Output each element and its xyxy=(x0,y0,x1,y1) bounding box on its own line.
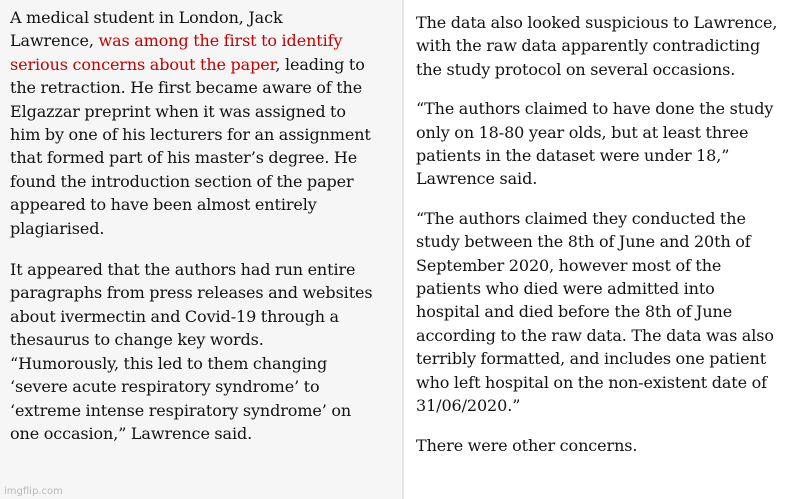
text-line: The data also looked suspicious to Lawrence, xyxy=(416,13,778,32)
text-line: about ivermectin and Covid-19 through a xyxy=(10,306,339,326)
text-line: thesaurus to change key words. xyxy=(10,330,264,350)
imgflip-watermark: imgflip.com xyxy=(4,486,63,497)
text-line: There were other concerns. xyxy=(416,435,638,455)
text-line: Elgazzar preprint when it was assigned to xyxy=(10,101,346,121)
paragraph-data-suspicious xyxy=(416,11,792,81)
article-link-continued[interactable]: serious concerns about the paper xyxy=(10,54,276,74)
text-line: A medical student in London, Jack xyxy=(10,8,283,27)
text-fragment: Lawrence, xyxy=(10,31,99,51)
right-article-column xyxy=(404,0,792,499)
text-line: 31/06/2020.” xyxy=(416,396,521,416)
text-line: It appeared that the authors had run entire xyxy=(10,260,356,280)
text-line: terribly formatted, and includes one patient xyxy=(416,349,767,369)
text-line: the retraction. He first became aware of the xyxy=(10,78,363,98)
text-line: September 2020, however most of the xyxy=(416,255,722,275)
text-line: who left hospital on the non-existent date of xyxy=(416,372,767,392)
text-line xyxy=(10,53,402,76)
text-line: “Humorously, this led to them changing xyxy=(10,353,328,373)
text-line: paragraphs from press releases and websites xyxy=(10,283,373,303)
paragraph-jack-lawrence-intro xyxy=(10,6,402,240)
text-line: only on 18-80 year olds, but at least three xyxy=(416,122,749,142)
text-line: patients who died were admitted into xyxy=(416,279,715,299)
text-line: one occasion,” Lawrence said. xyxy=(10,423,253,443)
text-line: him by one of his lecturers for an assignment xyxy=(10,125,371,145)
text-line: appeared to have been almost entirely xyxy=(10,195,317,215)
paragraph-dates-quote xyxy=(416,207,792,418)
article-link[interactable]: was among the first to identify xyxy=(98,31,343,51)
text-line: hospital and died before the 8th of June xyxy=(416,302,733,322)
text-line: according to the raw data. The data was also xyxy=(416,325,774,345)
text-line: “The authors claimed they conducted the xyxy=(416,208,746,228)
paragraph-thesaurus xyxy=(10,258,402,445)
text-line: plagiarised. xyxy=(10,218,105,238)
text-line: Lawrence said. xyxy=(416,169,538,189)
text-line: study between the 8th of June and 20th of xyxy=(416,232,751,252)
text-line: found the introduction section of the paper xyxy=(10,171,354,191)
text-line: the study protocol on several occasions. xyxy=(416,59,736,79)
text-line: patients in the dataset were under 18,” xyxy=(416,146,730,166)
text-line: that formed part of his master’s degree. He xyxy=(10,148,358,168)
text-line: ‘extreme intense respiratory syndrome’ on xyxy=(10,400,352,420)
paragraph-other-concerns xyxy=(416,434,792,457)
text-line: with the raw data apparently contradicting xyxy=(416,36,761,56)
text-line: ‘severe acute respiratory syndrome’ to xyxy=(10,377,320,397)
text-fragment: , leading to xyxy=(275,54,365,74)
text-line: “The authors claimed to have done the study xyxy=(416,99,774,119)
text-line xyxy=(10,29,402,52)
paragraph-age-quote xyxy=(416,97,792,191)
